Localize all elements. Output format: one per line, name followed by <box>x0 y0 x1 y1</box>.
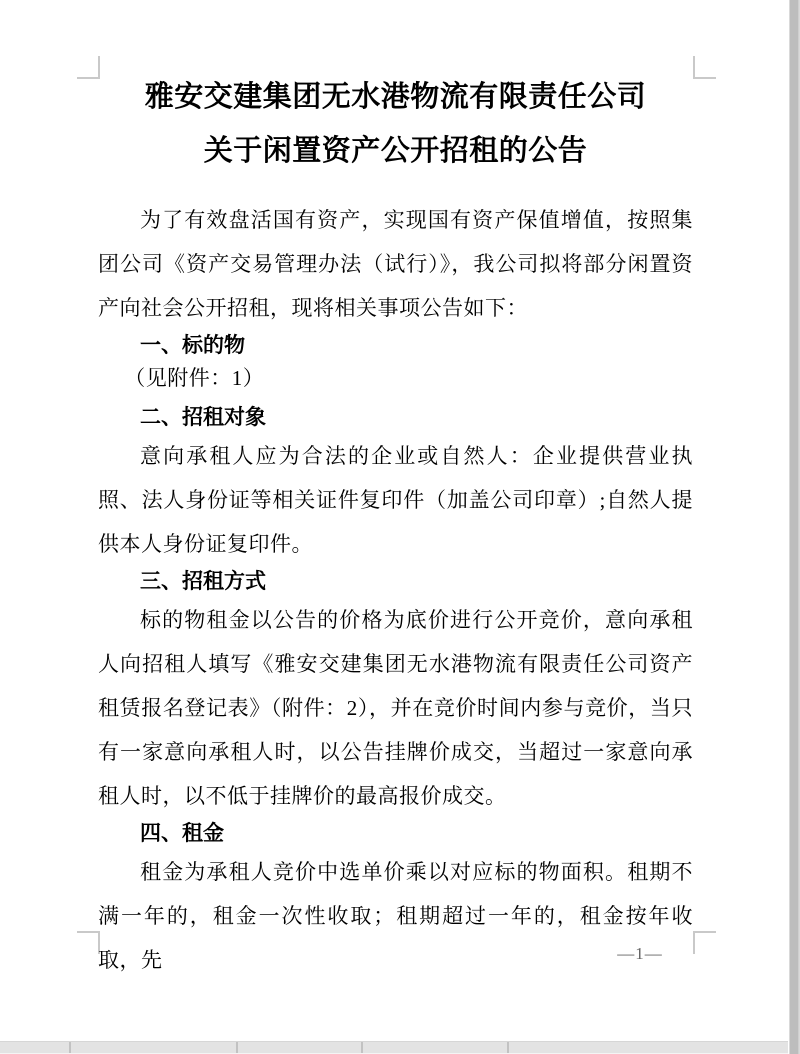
section-heading-3: 三、招租方式 <box>140 570 266 593</box>
intro-paragraph: 为了有效盘活国有资产，实现国有资产保值增值，按照集团公司《资产交易管理办法（试行）》，我公司拟将部分闲置资产向社会公开招租，现将相关事项公告如下： <box>98 208 693 320</box>
next-page-table-edge <box>0 1041 788 1054</box>
table-column-divider <box>361 1042 363 1053</box>
table-column-divider <box>69 1042 71 1053</box>
margin-crop-mark-top-left <box>77 56 100 79</box>
document-title-line-2: 关于闲置资产公开招租的公告 <box>203 135 588 167</box>
document-title <box>98 70 693 178</box>
vertical-scrollbar[interactable] <box>789 0 800 1054</box>
document-body <box>98 70 693 982</box>
margin-crop-mark-bottom-left <box>77 931 100 954</box>
margin-crop-mark-top-right <box>693 56 716 79</box>
section-paragraph-3: 标的物租金以公告的价格为底价进行公开竞价，意向承租人向招租人填写《雅安交建集团无水港物流有限责任公司资产租赁报名登记表》（附件：2），并在竞价时间内参与竞价，当只有一家意向承租人时，以公告挂牌价成交，当超过一家意向承租人时，以不低于挂牌价的最高报价成交。 <box>98 608 693 808</box>
attachment-note: （见附件：1） <box>124 366 265 390</box>
section-heading-1: 一、标的物 <box>140 334 245 357</box>
scrollbar-thumb[interactable] <box>790 0 799 1054</box>
margin-crop-mark-bottom-right <box>693 931 716 954</box>
table-column-divider <box>507 1042 509 1053</box>
document-title-line-1: 雅安交建集团无水港物流有限责任公司 <box>144 81 647 113</box>
page-number: —1— <box>617 944 663 963</box>
section-paragraph-4: 租金为承租人竞价中选单价乘以对应标的物面积。租期不满一年的，租金一次性收取；租期超过一年的，租金按年收取，先 <box>98 860 693 972</box>
section-paragraph-2: 意向承租人应为合法的企业或自然人：企业提供营业执照、法人身份证等相关证件复印件（加盖公司印章）;自然人提供本人身份证复印件。 <box>98 444 693 556</box>
section-heading-2: 二、招租对象 <box>140 406 266 429</box>
table-column-divider <box>236 1042 238 1053</box>
section-heading-4: 四、租金 <box>140 822 224 845</box>
